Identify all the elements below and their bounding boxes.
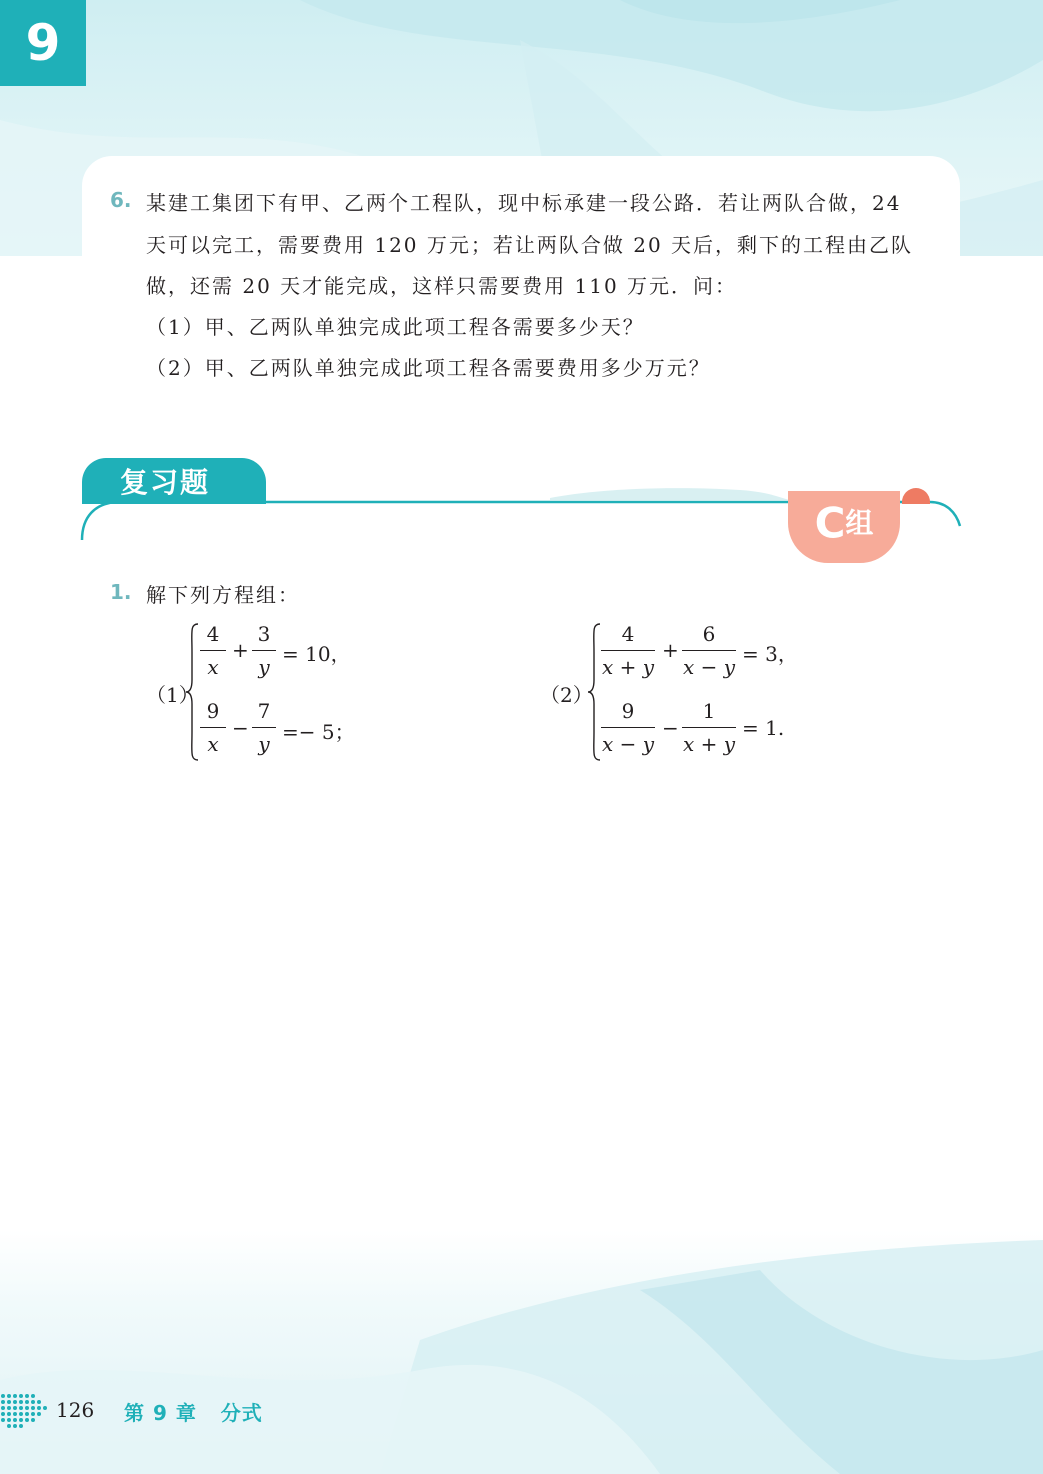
system-2-brace bbox=[586, 622, 602, 762]
problem-6-subquestion-2: （2）甲、乙两队单独完成此项工程各需要费用多少万元？ bbox=[146, 356, 711, 380]
problem-1-number: 1. bbox=[110, 580, 132, 604]
problem-6-number: 6. bbox=[110, 188, 132, 212]
system-1-brace bbox=[184, 622, 200, 762]
system-2-eq-2-fraction-1: 9 x − y bbox=[601, 699, 655, 756]
system-2-eq-2-operator: − bbox=[662, 716, 679, 740]
chapter-number-tab: 9 bbox=[0, 0, 86, 86]
footer-chapter bbox=[124, 1397, 263, 1426]
problem-1-stem: 解下列方程组： bbox=[146, 583, 300, 607]
system-1-label: （1） bbox=[146, 683, 199, 707]
footer-wave-decoration bbox=[0, 1230, 1043, 1474]
problem-6-line-2: 天可以完工，需要费用 120 万元；若让两队合做 20 天后，剩下的工程由乙队 bbox=[146, 233, 914, 257]
system-1-eq-2-operator: − bbox=[232, 716, 249, 740]
problem-6-line-3: 做，还需 20 天才能完成，这样只需要费用 110 万元．问： bbox=[146, 274, 738, 298]
system-2-label: （2） bbox=[540, 683, 593, 707]
system-2-eq-1-fraction-2: 6 x − y bbox=[682, 622, 736, 679]
system-1-eq-1-fraction-1: 4 x bbox=[200, 621, 226, 680]
system-2-eq-2-fraction-2: 1 x + y bbox=[682, 699, 736, 756]
system-2-eq-1-rhs: = 3， bbox=[742, 642, 798, 666]
problem-6-line-1: 某建工集团下有甲、乙两个工程队，现中标承建一段公路．若让两队合做，24 bbox=[146, 191, 902, 215]
system-1-eq-2-fraction-1: 9 x bbox=[200, 698, 226, 757]
content-card bbox=[82, 156, 960, 276]
system-2-eq-1-operator: + bbox=[662, 638, 679, 662]
system-1-eq-1-operator: + bbox=[232, 638, 249, 662]
system-1-eq-2-rhs: =− 5； bbox=[282, 720, 355, 744]
page-number: 126 bbox=[56, 1398, 95, 1422]
group-letter: C bbox=[814, 498, 846, 548]
system-1-eq-1-rhs: = 10， bbox=[282, 642, 351, 666]
system-1-eq-2-fraction-2: 7 y bbox=[252, 698, 276, 757]
problem-6-subquestion-1: （1）甲、乙两队单独完成此项工程各需要多少天？ bbox=[146, 315, 645, 339]
footer-dots-icon bbox=[0, 1392, 50, 1432]
system-2-eq-1-fraction-1: 4 x + y bbox=[601, 622, 655, 679]
group-word: 组 bbox=[845, 506, 874, 540]
footer-background bbox=[0, 1230, 1043, 1474]
footer-chapter-label: 第 9 章 bbox=[124, 1401, 197, 1425]
system-2-eq-2-rhs: = 1. bbox=[742, 716, 785, 740]
section-title: 复习题 bbox=[82, 458, 266, 504]
system-1-eq-1-fraction-2: 3 y bbox=[252, 621, 276, 680]
group-badge bbox=[788, 491, 900, 563]
footer-chapter-title: 分式 bbox=[220, 1401, 263, 1425]
